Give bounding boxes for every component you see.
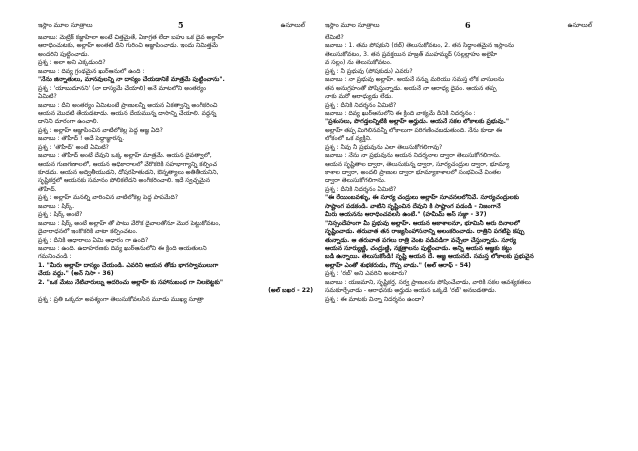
right-page-header xyxy=(325,20,600,34)
text-line: తౌహీద్. xyxy=(38,185,57,193)
text-line: జవాబు : ఉంది. ఉదాహరణకు దివ్య ఖుర్ఆనులోని ఈ క్రింది ఆయతులని xyxy=(38,244,207,252)
text-line: జవాబు : దీని అంతర్యం ఏమిటంటే ప్రాణులన్నీ అయన ఏకత్వాన్ని అంగీకరించి xyxy=(38,101,218,109)
right-header-author: ఉసూలుల్ xyxy=(567,22,592,29)
text-line: ప్రశ్న : దీనికి ఆధారాలు ఏమి ఆధారం గా ఉంది? xyxy=(38,236,149,244)
left-page-number: 5 xyxy=(178,20,184,30)
text-line: "ప్రశంసలు, పొగడ్తలన్నిటికి అల్లాహ్ అర్హుడు. ఆయనే సకల లోకాలకు ప్రభువు." xyxy=(325,118,510,126)
text-line: జవాబు : నా ప్రభువు అల్లాహ్. అయనే నన్ను మరియు సమస్త లోక వాసులను xyxy=(325,76,504,84)
text-line: ప్రశ్న : అల్లాహ్ ఆజ్ఞాపించిన వాటిలోకెల్ల పెద్ద ఆజ్ఞ ఏది? xyxy=(38,126,163,134)
text-line: మీరు ఆయనను ఆరాధించవలసి ఉంటే." (హమీమ్ అస్ సజ్దా - 37) xyxy=(325,211,487,219)
left-page-header xyxy=(38,20,313,34)
text-line: వ సల్లం) ను తెలుసుకోవటం. xyxy=(325,59,392,67)
text-line: "నేను జిన్నాతులు, మానవులన్ని నా దాస్యం చేయడానికే మాత్రమే పుట్టించాను". xyxy=(38,76,225,84)
text-line: తెలుసుకోవటం, 3. తన ప్రవక్తయిన హజ్రత్ ముహమ్మద్ (సల్లల్లాహు అలైహి xyxy=(325,50,498,58)
text-line: బడి ఉన్నాయి. తెలుసుకోండి! సృష్టి ఆయన దే. ఆజ్ఞ ఆయనదే. సమస్త లోకాలకు ప్రభువైన xyxy=(325,253,534,261)
text-line: జవాబు : తౌహీద్ అంటే దేవుని ఒక్క అల్లాహ్ మాత్రమే. ఆయన దైవత్వాలో, xyxy=(38,152,212,160)
text-line: అల్లాహ్ ఎంతో శుభకరుడు, గొప్ప వాడు." (అల్ ఆరాఫ్ - 54) xyxy=(325,261,471,269)
text-line: సృష్టికర్తలో ఆయనకు సమానం పోలికలేదని అంగీకరించాలి. ఇదే స్వచ్ఛమైన xyxy=(38,177,210,185)
text-line: జవాబు : షిర్క్. xyxy=(38,202,75,210)
text-line: ప్రశ్న : షిర్క్ అంటే? xyxy=(38,211,83,219)
text-line: సాష్టాంగ పడకండి. వాటిని సృష్టించిన దేవుని కి సాష్టాంగ పడండి - నిజంగానే xyxy=(325,202,501,210)
text-line: అందరిని పుట్టించాడు. xyxy=(38,50,90,58)
text-line: ప్రశ్న : 'యాబుదూనని' (నా దాస్యమే చేయాలి) అనే మాటలోని అంతర్యం xyxy=(38,84,207,92)
text-line: జవాబు : షిర్క్ అంటే అల్లాహ్ తో పాటు వేరొక దైవాలతోనూ మొర పెట్టుకోవటం, xyxy=(38,219,221,227)
text-line: దానిని దూరంగా ఉంచాలి. xyxy=(38,118,99,126)
right-page-body xyxy=(325,34,600,304)
text-line: నాకు మరో ఆరాధ్యుడు లేడు. xyxy=(325,93,394,101)
text-line: తున్నాడు. ఆ తరువాత పగలు రాత్రి వెంట వడివడిగా వచ్చేలా చేస్తున్నాడు. సూర్య xyxy=(325,236,517,244)
text-line: ఆయన సృష్టితాల ద్వారా, తెలుసుకున్న ద్వారా, సూర్యచంద్రుల ద్వారా, భూమ్యా xyxy=(325,160,510,168)
text-line: జవాబు : 1. తమ పోషకుని (రబ్) తెలుసుకోవటం, 2. తన సిద్ధాంతమైన ఇస్లాంను xyxy=(325,42,514,50)
text-line: "ఈ రేయింబవళ్ళు, ఈ సూర్య చంద్రులు అల్లాహ్ సూచనలలోనివే. సూర్యచంద్రులకు xyxy=(325,194,519,202)
text-line: (అల్ బఖర - 22) xyxy=(268,287,313,295)
text-line: ప్రశ్న : ఈ మాటకు విన్నా నిదర్శనం ఉందా? xyxy=(325,295,425,303)
text-line: గమనించండి : xyxy=(38,253,72,261)
text-line: ఆయన మెుదటి తేయడటాడు. ఆయన దేయమున్న దాసాన్ని చేయాలి. వద్దన్న xyxy=(38,109,217,117)
text-line: ప్రశ్న : నీ ప్రభువు (పోషకుడు) ఎవరు? xyxy=(325,67,413,75)
text-line: జవాబు : దివ్య ఖుర్ఆనులోని ఈ క్రింది వాక్యమే దీనికి నిదర్శనం : xyxy=(325,109,476,117)
right-header-title: ఇస్లాం మూల సూత్రాలు xyxy=(325,22,380,29)
left-page-body xyxy=(38,34,313,304)
text-line: కూడదు. ఆయన అద్వితీయుడని, దోషరహితుడని, ఔన్నత్యాలు అతితీయనిని, xyxy=(38,169,219,176)
text-line: ద్వారా తెలుసుకోగలిగాను. xyxy=(325,177,386,185)
right-page xyxy=(325,20,600,440)
text-line: జవాబు : నేను నా ప్రభువును ఆయన నిదర్శనాల ద్వారా తెలుసుకోగలిగాను. xyxy=(325,152,501,160)
text-line: ఆయన గుణగణాలలో, ఆయన ఆధికారాలలో వేరొకరికి సహభాగ్యాన్ని కల్పించ xyxy=(38,160,217,168)
left-header-title: ఇస్లాం మూల సూత్రాలు xyxy=(38,22,93,29)
text-line: 2. "ఒక మేటు నేటివారుల్ను ఆదరించు అల్లాహ్ కు సహానుబంధ గా నిలబెట్టకు" xyxy=(38,278,224,286)
text-line: ప్రశ్న : ప్రతి ఒక్కరూ అవశ్యంగా తెలుసుకోవలసిన మూడు ముఖ్య సూత్రా xyxy=(38,295,204,303)
text-line: లోకంలో ఒక వ్యక్తిని. xyxy=(325,135,372,143)
text-line: దైవారాధనలో ఇంకొకరికి వాటా కల్పించటం. xyxy=(38,228,138,236)
text-line: ప్రశ్న : 'రబ్' అని ఎవరిని అంటారు? xyxy=(325,270,408,278)
text-line: సమకూర్చేవాడు - ఆరాధనకు అర్హుడు ఆయన ఒక్కడే 'రబ్' అనబడతాడు. xyxy=(325,287,497,295)
text-line: కాశాల ద్వారా, అందలి ప్రాణుల ద్వారా భూమ్యాకాశాలలో సంభవించే వింతల xyxy=(325,169,501,176)
text-line: ప్రశ్న : దీనికి నిదర్శనం ఏమిటి? xyxy=(325,101,397,109)
text-line: జవాబు : తౌహీద్ ! అదే పెద్దాజ్ఞారన్న. xyxy=(38,135,125,143)
text-line: అల్లాహ్ తప్ప మిగిలినవన్నీ లోకాలుగా పరిగణించబడుతుంది. నేను కూడా ఈ xyxy=(325,126,503,134)
text-line: జవాబు: మెట్రిక్ కజ్జాహిలా అంటే చిత్తమైతే, ఏకాగ్రత లేదా బహు ఒక దైవ అల్లాహ్ xyxy=(38,34,224,41)
text-line: ప్రశ్న : 'తౌహీద్' అంటే ఏమిటి? xyxy=(38,143,109,151)
text-line: "నిస్సందేహంగా మీ ప్రభువు అల్లాహ్. ఆయన ఆకాశాలనూ, భూమినీ ఆరు దినాలలో xyxy=(325,219,520,227)
text-line: జవాబు : దివ్య గ్రంథమైన ఖుర్ఆనులో ఉంది : xyxy=(38,67,145,75)
left-page xyxy=(38,20,313,440)
text-line: ప్రశ్న : దీనికి నిదర్శనం ఏమిటి? xyxy=(325,185,397,193)
text-line: ఏమిటి? xyxy=(38,93,57,101)
right-page-number: 6 xyxy=(465,20,471,30)
text-line: జవాబు : యజమాని, సృష్టికర్త, సర్వ ప్రాణులను పోషించేవాడు, వారికి సకల ఆవశ్యకతలు xyxy=(325,278,531,286)
text-line: 1. "మీరు అల్లాహ్ దాస్యం చేయండి. ఎవరిని ఆయన తోడు భాగస్వాములుగా xyxy=(38,261,219,269)
text-line: ఆరాధించుటకు, అల్లాహ్ అంతటి దీని గురించి ఆజ్ఞాపించాడు. ఇందు నిమిత్తమే xyxy=(38,42,218,50)
text-line: చేయ వద్దు." (అన్ నిసా - 36) xyxy=(38,270,114,278)
text-line: ప్రశ్న : నీవు నీ ప్రభువును ఎలా తెలుసుకోగలిగావు? xyxy=(325,143,443,151)
text-line: లేమిటి? xyxy=(325,34,344,41)
text-line: సృష్టించాడు. తరువాత తన రాజ్యసింహాసనాన్ని అలంకరించాడు. రాత్రిని పగటిపై కప్పు xyxy=(325,228,525,236)
text-line: ప్రశ్న : అలా అని ఎక్కడుంది? xyxy=(38,59,106,67)
left-header-author: ఉసూలుల్ xyxy=(280,22,305,29)
text-line: తన అనుగ్రహంతో పోషిస్తున్నాడు. అయనే నా ఆరాధ్య దైవం. ఆయన తప్ప xyxy=(325,84,497,92)
text-line: ప్రశ్న : అల్లాహ్ మనల్ని వారించిన వాటిలోకెల్ల పెద్ద పాపమేది? xyxy=(38,194,178,202)
text-line: ఆయన సూర్యుణ్ణి, చంద్రుణ్ణి, నక్షత్రాలను పుట్టించాడు. అన్ని ఆయన ఆజ్ఞకు కట్టు xyxy=(325,244,512,252)
